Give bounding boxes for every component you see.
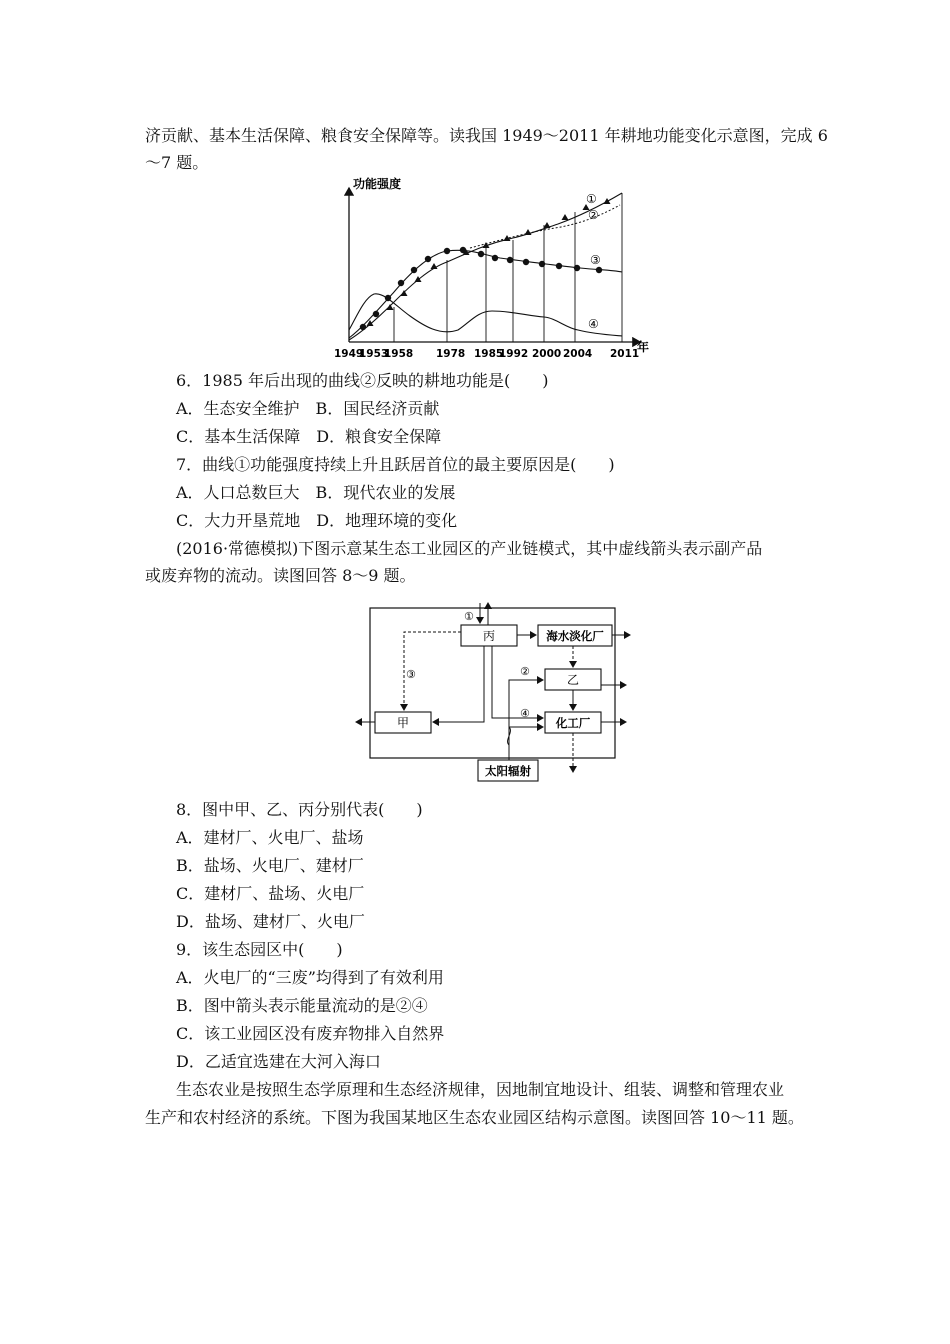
intro2-line-2: 或废弃物的流动。读图回答 8～9 题。 [145, 566, 416, 585]
label-jia: 甲 [396, 716, 410, 730]
curve-1 [349, 193, 622, 340]
intro-line-1: 济贡献、基本生活保障、粮食安全保障等。读我国 1949～2011 年耕地功能变化示意图，完成 6 [145, 126, 828, 145]
curve-3-marker [596, 267, 602, 273]
q8-stem: 8．图中甲、乙、丙分别代表( ) [176, 800, 423, 819]
q7-options-cd: C．大力开垦荒地 D．地理环境的变化 [176, 511, 458, 530]
q9-option-a: A．火电厂的“三废”均得到了有效利用 [176, 968, 444, 987]
curve-3-marker [360, 324, 366, 330]
tick-label: 2004 [563, 348, 593, 360]
curve-1-marker [544, 222, 551, 228]
curve-3-marker [398, 280, 404, 286]
curve-3-marker [507, 257, 513, 263]
num-2: ② [520, 665, 530, 678]
curve-label-3: ③ [590, 253, 601, 267]
arrow-2 [509, 680, 543, 760]
curve-1-marker [415, 276, 422, 282]
num-4: ④ [520, 707, 530, 720]
intro-line-2: ～7 题。 [145, 153, 209, 172]
curve-label-2: ② [588, 208, 599, 222]
curve-1-marker [387, 304, 394, 310]
farmland-function-chart [330, 176, 660, 362]
q9-option-d: D．乙适宜选建在大河入海口 [176, 1052, 381, 1071]
curve-label-1: ① [586, 192, 597, 206]
arrow-bing-chem [492, 646, 543, 718]
tick-label: 1992 [499, 348, 529, 360]
curve-3-marker [385, 295, 391, 301]
q6-stem: 6．1985 年后出现的曲线②反映的耕地功能是( ) [176, 371, 549, 390]
tick-label: 1949 [334, 348, 364, 360]
curve-3-marker [556, 263, 562, 269]
tick-label: 2011 [610, 348, 640, 360]
q8-option-b: B．盐场、火电厂、建材厂 [176, 856, 364, 875]
num-3: ③ [406, 668, 416, 681]
q7-stem: 7．曲线①功能强度持续上升且跃居首位的最主要原因是( ) [176, 455, 615, 474]
q9-option-b: B．图中箭头表示能量流动的是②④ [176, 996, 428, 1015]
curve-3-marker [523, 259, 529, 265]
label-yi: 乙 [566, 673, 580, 687]
industrial-park-diagram [350, 600, 640, 785]
tick-label: 1953 [359, 348, 389, 360]
q9-stem: 9．该生态园区中( ) [176, 940, 343, 959]
curve-1-marker [525, 229, 532, 235]
q8-option-d: D．盐场、建材厂、火电厂 [176, 912, 365, 931]
curve-3-marker [574, 265, 580, 271]
curve-3-marker [425, 256, 431, 262]
curve-3 [349, 250, 622, 338]
arrow-bing-jia [433, 646, 484, 722]
label-bing: 丙 [482, 629, 496, 643]
intro2-line-1: (2016·常德模拟)下图示意某生态工业园区的产业链模式，其中虚线箭头表示副产品 [176, 539, 763, 558]
curve-3-marker [444, 248, 450, 254]
outro-line-2: 生产和农村经济的系统。下图为我国某地区生态农业园区结构示意图。读图回答 10～11 题。 [145, 1108, 804, 1127]
q8-option-c: C．建材厂、盐场、火电厂 [176, 884, 365, 903]
tick-label: 2000 [532, 348, 562, 360]
tick-label: 1958 [384, 348, 414, 360]
label-solar: 太阳辐射 [485, 764, 531, 778]
q6-options-ab: A．生态安全维护 B．国民经济贡献 [176, 399, 440, 418]
curve-3-marker [539, 261, 545, 267]
label-desalination: 海水淡化厂 [546, 629, 604, 643]
num-1: ① [464, 610, 474, 623]
q7-options-ab: A．人口总数巨大 B．现代农业的发展 [176, 483, 456, 502]
curve-label-4: ④ [588, 317, 599, 331]
curve-3-marker [411, 267, 417, 273]
y-axis-label: 功能强度 [353, 177, 402, 191]
curve-1-marker [431, 263, 438, 269]
tick-label: 1985 [474, 348, 504, 360]
q6-options-cd: C．基本生活保障 D．粮食安全保障 [176, 427, 442, 446]
curve-3-marker [373, 311, 379, 317]
outro-line-1: 生态农业是按照生态学原理和生态经济规律，因地制宜地设计、组装、调整和管理农业 [176, 1080, 785, 1099]
curve-1-marker [401, 290, 408, 296]
q8-option-a: A．建材厂、火电厂、盐场 [176, 828, 364, 847]
label-chemical: 化工厂 [555, 716, 591, 730]
x-axis-unit: 年 [637, 340, 650, 354]
curve-3-marker [478, 251, 484, 257]
curve-1-marker [562, 214, 569, 220]
q9-option-c: C．该工业园区没有废弃物排入自然界 [176, 1024, 445, 1043]
curve-1-marker [604, 198, 611, 204]
curve-3-marker [492, 255, 498, 261]
tick-label: 1978 [436, 348, 466, 360]
